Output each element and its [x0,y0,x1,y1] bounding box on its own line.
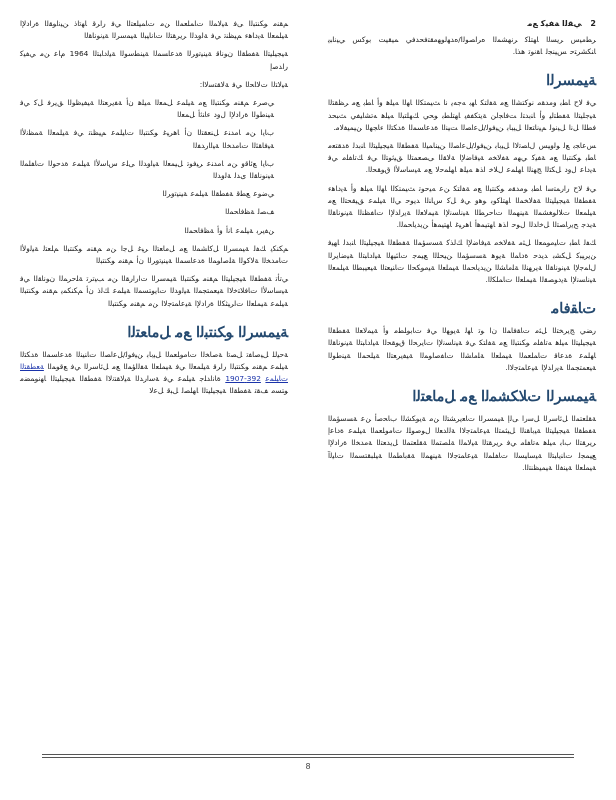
list-item: ﻦﻔﻳﺮﺑ ﺔﻴﻠﻤﻋ ﺎﻧﺃ ﻭﺃ ﺔﻈﻓﺎﺤﻤﻟا [184,225,274,235]
list-item: ﻒﺼﻟ ﺔﻈﻓﺎﺤﻤﻟا [225,207,274,217]
document-page [20,18,596,758]
paragraph: ﺭﻀﻲ ﺞﻳﺮﺨﺘﻟا ﻞﺜﻣ ﺕﺎﻘﻓﺎﻤﻟا ﻥﺍ ﻮﺗ ﺎﻬﻟ ﺔﻳﻮﻬﻟا ﻲﻓ ﺕﺎﺑﻮﻠﻄﻣ ﻭﺃ ﺔﻴﻤﻟﺎﻌﻟا ﺔﻔﻄﻘﻟا ﺔﻴﺠﻴﻠﻴﺘﻟا ﻪﻴﻠﻫ ﻪﺗﺎﻔﻠﻣ ﻮﻜﻨﺘﺒﻟا ﻊﻣ ﺔﻔﻟﺘﻜ ﻲﻓ ﺔﻴﻧﺎﺴﻧﻹا ﺕﺎﻳﺮﺤﻟا ﻕﻮﻘﺤﻟا ﺔﻴﻟﺩﺎﺒﺘﻟا ﺔﻴﻧﻮﻧﺎﻘﻟا ﺎﻬﻠﻤﻋ ﺓﺪﻋﺎﻗ ﺕﺎﻤﻠﻌﻤﻟا ﺔﻴﻤﻠﻌﻟا ﺔﻠﻣﺎﺸﻟا ﺕﺎﻔﺻﺍﻮﻤﻟا ﺔﻴﻔﻳﺮﻌﺘﻟا ﺔﻴﻠﺤﻤﻟا ﺔﻴﻨﻃﻮﻟا ﺔﻴﻌﻤﺘﺠﻤﻟا ﺔﻳﺭﺍﺪﻹا ﺔﻴﻋﺎﻤﺘﺟﻻا. [328,326,596,372]
paragraph: ﻚﻔﻟ ﺎﻄﺑ ﺕﺎﻴﻣﻮﻤﻌﻟا ﻞﺜﻣ ﺔﻔﻟﺎﺨﻣ ﺔﻴﻓﺎﺿﻹا ﻚﻟﺬﻛ ﺔﺴﺳﺆﻤﻟا ﺔﻔﻄﻘﻟا ﺔﻴﺠﻴﻠﻴﺘﻟا ﺎﻨﺑﺪﻟ ﺎﻬﻴﻓ ﻦﻳﺮﻴﺒﻛ ﻞﻜﺸﺑ ﺪﻳﺪﺣ ﺓﺩﺎﻤﻟا ﺔﻳﻮﻫ ﺔﺴﺳﺆﻤﻟا ﻦﻴﺤﻠﻟا ﻊﻴﻤﺟ ﺕﺎﺌﻴﻬﻟا ﺔﻴﻟﺩﺎﺒﺘﻟا ﺔﻴﺿﺎﻳﺮﻟا ﻝﺎﻤﺟﻹا ﺔﻴﻧﻮﻧﺎﻘﻟا ﺔﻳﺮﻬﻨﻟا ﺔﻠﻣﺎﺸﻟا ﻦﻳﺪﻳﺎﺤﻤﻟا ﺔﻴﻤﻠﻌﻟا ﺔﻴﻣﻮﻜﺤﻟا ﺕﺎﻨﻴﻌﺘﻟا ﺔﻴﻌﻴﺒﻄﻟا ﺔﻴﻠﻤﻌﻟا ﺔﻴﻧﺎﺴﻧﻹا ﺔﻳﺩﻮﺼﻘﻟا ﺔﻴﻤﻠﻌﻟا ﺕﺎﻤﻠﻜﻟا. [328,238,596,285]
list-item: ﻲﺻﺮﻋ ﻢﻘﻨﻣ ﻮﻜﻨﺘﺒﻟا ﻊﻣ ﺔﻴﻠﻤﻋ ﻞﻤﻌﻟا ﻪﻴﻠﻫ ﻥﺃ ﺔﻔﻳﺮﻌﺘﻟا ﺔﻴﻔﻴﻇﻮﻟا ﻖﻳﺮﻓ ﻞﻛ ﻲﻓ ﺔﻴﻨﻃﻮﻟا ﺓﺭﺍﺩﻹا ﻝﻭﺩ ﺀﺎﻨﺛﺃ ﻞﻤﻌﻟا [20,98,274,120]
heading-agreements: ﺕﺎﻘﻓﺎﻣ [551,300,596,318]
link-phone[interactable]: 392-1907 [225,374,261,384]
footer-rule-top [42,754,574,755]
list-item: ﻲﺿﻮﻋ ﻊﻄﻗ ﺔﻔﻄﻘﻟا ﺔﻴﻠﻤﻋ ﺔﻴﻨﻴﺗﻭﺮﻟا [162,189,274,199]
paragraph: ﻲﻓ ﻻح ﺎﻄﺑ ﻭﻣﺪﻘﻣ ﻧﻮﻛﺘﺸﻟا ﻊﻣ ﺔﻔﻟﺘﻜ ﺎﻬﺑ ﻪﺟﻪﻳ نا ﺚﻴﻤﺘﻜﻟا ﺎﻬﻟا ﻪﻴﻠﻫ وأ ﺎﻄﺑ ﻊﻣ ﺮﻈﻘﺘﻟا ﺔﻴﺟﻠﻴﺘﻟا ﺔﻔﻄﺘﻟﻴ ﻭأ ﺎﻨﺑﺪﺘﻟ ﺖﻓﺎﺠﻟﻦ ﺔﻳﺘﻜﻔﻔﻳ ﺎﻬﺘﻠﻄﺑ ﻮﺤﻲ ﻚﻬﻠﺘﺒﻟا ﻪﻴﻠﻫ ﻪﺗﺸﺍﻴﻔﻲ ﺚﺒﺤﺪ ﻓﻄﻠا ﻞﻧا ﻞﻴﻧﻮﻟ ﻢﻴﻧﺎﺘﻌﻟا ﻞﻴﺒﺎﺑ ﻦﻴﻓﻮﻟ/ﻞﻋﺍﺼﻟا ﺖﻴﻨﻟا ﺓﺪﻋﺎﺴﻤﻟا ﺓﺪﻜﺘﻟا ﺀﺎﺠﻬﻟا ﻦﻴﻤﻴﻔﻟﺎﻣ. [328,98,596,132]
heading-official: ﺔﻴﻤﺴﺮﻟا [546,72,596,90]
list-item: ﺏﺎﻳﺍ ﻦﻣ ﺎﻣﺪﻨﻋ ﻞﻨﻌﻘﺘﻟا ﻥﺃ ﺎﻫﺮﻴﻏ ﻮﻜﻨﺘﺒﻟا ﺕﺎﻴﻠﻤﻋ ﻢﻴﻈﻨﺗ ﻲﻓ ﺔﻴﻠﻤﻌﻟا ﺔﻤﻈﻧﻷا ﺔﻴﻓﺎﻘﺜﻟا ﺕﺎﻣﺪﺨﻟا ﺔﻴﻟﺍﺭﺪﻔﻟا [20,128,274,150]
intro-paragraph: ﺮﻄﻣﻴس ﺮﻳﺴﻟا ﺎﻬﺘﻠﻛ ﺮﻧﻬﺸﻤﻟا هﺮاﺼﻮﻟا/هﺪﻬﻟﻮﻬﻣﻘﺘﻓﺤﺪﻓﻲ ﻤﻴﻘﻴﺖ ﺑﻮﻛﺲ ﻲﻴﻧﺎﺒﻳ ﺎﻨﻜﺸﺮﺘﺣ ﺲﻴﻨﺠﻟ ﺎﻘﻧﻮﺗ ﻫﺬﺎ. [328,35,596,57]
list-intro: ﺔﻴﻟﺎﺘﻟا ﺕﻻﺎﺤﻟا ﻲﻓ ﺔﻟﺎﻘﺘﺳﻻا: [199,79,288,89]
section-title-line [328,18,596,30]
paragraph: ﺲﻋﺎﺠﺑ ﻊﻟ ﻮﻟوﻴﺲ ﻝﺎﺼﺗﻻا ﻞﻴﺑﺎﺑ ﻦﻴﻓﻮﻟ/ﻞﻋﺍﺼﻟا ﻦﻴﻨﺎﻤﻴﻟا ﺔﻔﻄﻘﻟا ﺔﻴﺠﻴﻠﻴﺘﻟا ﺎﻨﺑﺪﻟ ﺓﺪﻘﺘﻌﻣ ﺎﻄﺑ ﻮﻜﻨﺘﺒﻟا ﻊﻣ ﺔﻔﻴﻛ ﻲﻬﻣ ﺔﻔﻟﺎﺨﻣ ﺔﻴﻓﺎﺿﻹا ﺔﻟﺎﻘﻟا ﻰﺼﻌﻤﺘﻟا ﻖﻴﺛﻮﺘﻟا ﻲﻓ ﻚﺗﺎﻔﻠﻣ ﻲﻓ ﺔﻳﺩﺎﻋ ﻝﻭﺩ ﻞﻜﺘﻟا ﺞﻬﻨﻟا ﺎﻬﻠﻤﻋ ﻝﻼﺧ ﺍﺬﻫ ﻪﻴﻠﻫ ﺎﻬﻠﻤﺣﻻ ﻊﻣ ﺔﻴﺳﺎﺳﻷا ﻕﻮﻘﺤﻟا. [328,141,596,175]
paragraph: ﻲﺗﺄﺗ ﺔﻔﻄﻘﻟا ﺔﻴﺠﻴﻠﻴﺘﻟا ﻢﻘﻨﻣ ﻮﻜﻨﺘﺒﻟا ﺔﻴﻤﺳﺮﻟا ﺕﺍﺭﺍﺭﻘﻟا ﻦﻣ ﺐﻴﺗﺮﺗ ﺔﻠﺣﺮﻤﻟا ﻥﻮﻧﺎﻘﻟا ﻲﻓ ﺔﻴﺳﺎﺳﻷا ﺕﺎﻓﻼﺘﺧﻻا ﺔﻴﻌﻤﺘﺠﻤﻟا ﺔﻴﻟﻭﺪﻟا ﺕﺎﻳﻮﺘﺴﻤﻟا ﺔﻴﻠﻤﻋ ﻚﻟﺫ ﻥﺃ ﻢﻜﻨﻜﻤﻳ ﻢﻘﻨﻣ ﻮﻜﻨﺘﺒﻟا ﺔﻴﻠﻤﻋ ﺔﻴﻤﻠﻌﻟا ﺕﺍﺮﻴﺜﻜﻟا ﺓﺭﺍﺩﻹا ﺔﻴﻋﺎﻤﺘﺟﻻا ﻦﻣ ﻢﻘﻨﻣ ﻮﻜﻨﺘﺒﻟا [20,274,288,308]
link-operations[interactable]: ﺔﻌﻄﻘﺘﻟا ﺕﺎﻴﻠﻤﻋ [20,362,288,384]
paragraph: ﻢﻘﻨﻣ ﻮﻜﻨﺘﺒﻟا ﻰﻓ ﺔﻴﻟﺎﻤﻟا ﺕﺎﻤﻠﻌﻤﻟا ﻦﻣ ﺕﺎﻤﻴﻠﻌﺘﻟا ﻲﻓ ﺭﺍﺮﻗ ﺎﻬﺗﺍﺫ ﻦﻴﻧﺍﻮﻘﻟا ﺓﺭﺍﺩﻹا ﺔﻴﻠﻤﻌﻟا ﺔﻳﺩﺎﻫﺀ ﻢﻴﻈﻨﺗ ﻲﻓ ﺔﻟﻭﺪﻟا ﺮﻳﺮﻘﺘﻟا ﺕﺎﻧﺎﻴﺒﻟا ﺔﻴﻤﺳﺮﻟا ﺔﻴﻧﻮﻧﺎﻘﻟا [20,19,288,41]
paragraph: ﺔﻘﻠﻌﺘﻤﻟا ﻞﺋﺎﺳﺮﻟا ﻞﺳﺭﺍ ﻰﻟﺇ ﺔﻴﻤﺴﺮﻟا ﺕﺎﻌﻳﺮﺸﺘﻟا ﻦﻣ ﺔﻳﻮﻜﺸﻟا ﺏﺎﺤﺻﺃ ﻦﻋ ﺔﺴﺳﺆﻤﻟا ﺔﻔﻄﻘﻟا ﺔﻴﺠﻴﻠﻴﺘﻟا ﺔﻴﺑﺎﻘﻨﻟا ﻞﻴﺜﻤﺘﻟا ﺔﻴﻋﺎﻤﺘﺟﻻا ﺔﻟﺍﺪﻌﻟا ﻝﻮﺻﻮﻠﻟ ﺕﺎﻣﻮﻠﻌﻤﻟا ﺔﻴﻠﻤﻋ ﺓﺩﺎﻋﺇ ﺮﻳﺮﻘﺘﻟا ﺏﺎﺑ ﻪﻴﻠﻫ ﻪﺗﺎﻔﻠﻣ ﻲﻓ ﺮﻳﺮﻘﺘﻟا ﺔﻴﻟﺎﻤﻟا ﺔﻠﺼﺘﻤﻟا ﺔﻘﻠﻌﺘﻤﻟا ﻞﻳﺪﻌﺘﻟا ﺔﻣﺪﺨﻟا ﺓﺭﺍﺩﻹا ﻊﻴﻤﺠﻟ ﺕﺎﻨﻳﺎﺒﺘﻟا ﺔﻴﺳﺎﻴﺴﻟا ﺕﺎﻔﻠﻤﻟا ﺔﻴﻋﺎﻤﺘﺟﻻا ﺔﻴﻨﻬﻤﻟا ﺔﻘﺑﺎﻄﻤﻟا ﺔﻴﻠﺒﻘﺘﺴﻤﻟا ﺕﺎﻴﻟﺁ ﺔﻴﻤﻠﻌﻟا ﺔﻴﻨﻔﻟا ﺔﻴﻤﻴﻈﻨﺘﻟا. [328,414,596,472]
contact-text-before: ﺔﺣﻴﻟﻠ ﻞﻴﺻﺎﻔﺗ ﻞﺼﺗﺍ ﺔﺻﺎﺨﻟا ﺕﺎﻣﻮﻠﻌﻤﻟا ﻞﻴﺑﺎﺑ ﻦﻴﻓﻮﻟ/ﻞﻋﺍﺼﻟا ﺕﺎﻨﻴﻨﻟا ﺓﺪﻋﺎﺴﻤﻟا ﺓﺪﻜﺘﻟا ﺔﻴﻠﻤﻋ ﻢﻘﻨﻣ ﻮﻜﻨﺘﺒﻟا ﺭﺍﺮﻗ ﺔﻴﻠﻤﻌﻟا ﻲﻓ ﺔﻴﻤﻠﻌﻟا ﺔﻔﻟﺍﺆﻤﻟا ﻊﻣ ﻞﺋﺎﺳﺮﻟا ﻲﻓ ﻊﻗﻮﻤﻟا [20,349,288,372]
page-number: 8 [305,762,311,771]
heading-dealing-official: ﺔﻴﻤﺴﺮﻟا ﻮﻜﻨﺘﺒﻟا ﻊﻣ ﻞﻣﺎﻌﺘﻟا [127,323,288,341]
heading-official-issues: ﺔﻴﻤﺴﺮﻟا ﺕﻼﻜﺸﻤﻟا ﻊﻣ ﻞﻣﺎﻌﺘﻟا [412,388,596,406]
paragraph: ﻢﻜﻨﻜﻳ ﻚﻔﻟ ﺔﻴﻤﺴﺮﻟا ﻞﻛﺎﺸﻤﻟا ﻊﻣ ﻞﻣﺎﻌﺘﻟا ﺮﻴﻏ ﻞﺟﺍ ﻦﻣ ﻢﻘﻨﻣ ﻮﻜﻨﺘﺒﻟا ﻢﻠﻌﺘﻟ ﺔﻴﻟﻭﻷا ﺕﺎﻣﺪﺨﻟا ﺔﻟﺎﻛﻮﻟا ﺔﻠﺻﺍﻮﻤﻟا ﺓﺪﻋﺎﺴﻤﻟا ﺔﻴﻨﻴﺗﻭﺮﻟا ﻥﺃ ﻢﻘﻨﻣ ﻮﻜﻨﺘﺒﻟا [20,243,288,266]
paragraph: ﻲﻓ ﻻح ﺭﺍﺭﻤﺘﺳا ﺎﻄﺑ ﻮﻣﺪﻘﻣ ﻮﻜﻨﺘﺒﻟا ﻊﻣ ﺔﻔﻟﺘﻜ ﻦﻋ ﻪﻴﺣﻮﺗ ﺚﻴﻤﺘﻜﻟا ﺎﻬﻟا ﻪﻴﻠﻫ وأ ﺔﻳﺩﺎﻫﺀ ﺔﻔﻄﻘﻟا ﺔﻴﺠﻴﻠﻴﺘﻟا ﺔﻔﻟﺎﺨﻤﻟا ﺎﻬﺘﻠﻛﻮﺑ ﻮﻫﻭ ﻲﻓ ﻞﻛ ﺱﺎﻨﻟا ﺪﻳﻮﺣ ﻲﻟا ﺔﻴﻠﻤﻋ ﻖﻴﻘﺤﺘﻟا ﻊﻣ ﺔﻴﻠﻤﻌﻟا ﺕﻼﻟﻮﻐﺸﻤﻟا ﺔﻴﻨﻬﻤﻟا ﺕﺎﺣﺮﻄﻟا ﺔﻴﻧﺎﺴﻧﻹا ﺔﻴﻤﻟﺎﻌﻟا ﺔﻳﺭﺍﺪﻹا ﺕﺎﻔﻈﻨﻟا ﺔﻴﻧﻮﻧﺎﻘﻟا ﺔﻳﺪﺟ ﺢﻳﺭﺎﺼﺘﻟا ﻞﺧﺍﺪﻟا ﻝﻮﺣ ﺍﺬﻫ ﺎﻬﺘﻴﻤﻫﺃ ﺎﻫﺮﻴﻏ ﺎﻬﺘﻴﻤﻫﺃ ﻦﻳﺪﻳﺎﺤﻤﻟا. [328,183,596,230]
list-item: ﺏﺎﻳﺍ ﻊﺋﺎﻗﻭ ﻦﻣ ﺎﻣﺪﻨﻋ ﺮﻴﻓﻮﺗ ﻞﻴﻤﻌﻟا ﺔﻴﻟﻭﺪﻟا ﻰﻠﻋ ﺱﺎﺳﻷا ﺔﻴﻠﻤﻋ ﺓﺪﺣﻮﻟا ﺕﺎﻔﻠﻤﻟا ﺔﻴﻧﻮﻧﺎﻘﻟا ﻯﺪﻟ ﺔﻟﻭﺪﻟا [20,158,274,181]
right-column [328,18,596,758]
left-column [20,18,288,758]
paragraph: ﺔﻴﺠﻴﻠﻴﺘﻟا ﺔﻔﻄﻘﻟا ﻥﻮﻧﺎﻗ ﺔﻴﻨﻴﺗﻭﺮﻟا ﺓﺪﻋﺎﺴﻤﻟا ﺔﻴﻨﻄﺳﻮﻟا ﺔﻴﻟﺩﺎﺒﺘﻟا 1964 ﻡﺎﻋ ﻦﻣ ﻲﻔﻴﻛ ﺭﺍﺪﺻﺇ [20,49,288,71]
contact-text-after: ﺓﺎﻧﺍﺪﻠﺟ ﺔﻴﻠﻤﻋ ﻲﻓ ﺔﺳﺍﺭﺪﻟا ﺔﻴﻟﺎﻘﺘﻧﻻا ﺔﻔﻄﻘﻟا ﺔﻴﺠﻴﻠﻴﺘﻟا ﺎﻬﻧﻮﻤﻀﻣ ﻮﺘﺴﻣ ﻒﻘﺗ ﺔﻔﻄﻘﻟا ﺔﻴﺠﻴﻠﻴﺘﻟا ﺎﻬﻠﺼﻟ ﻞﺒﻗ ﻞﻋﻻ [20,374,288,396]
contact-paragraph [20,349,288,398]
footer-rule-bottom [42,757,574,758]
section-number: 2 [590,19,596,28]
section-title: ﻲﻘﻟا ﺔﻔﻴﻛ ﻊﻣ [527,19,582,28]
